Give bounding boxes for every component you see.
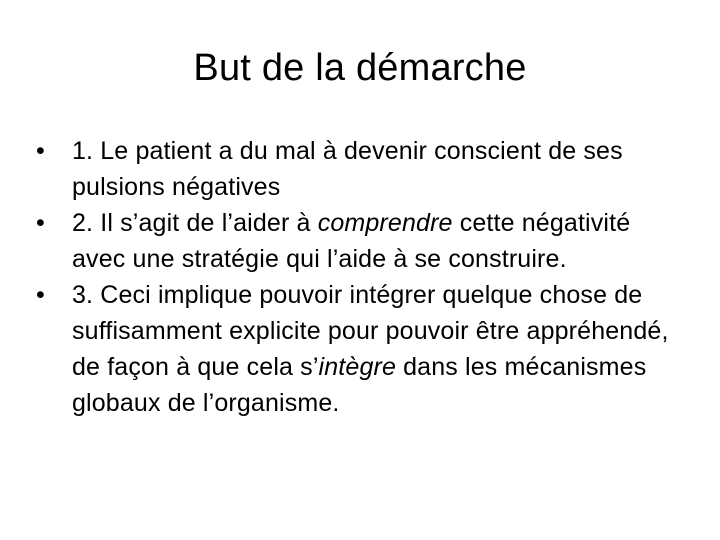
bullet-item bbox=[36, 133, 684, 205]
bullet-marker: • bbox=[36, 137, 45, 165]
slide-title: But de la démarche bbox=[193, 47, 527, 89]
bullet-text: dans les mécanismes globaux de l’organisme. bbox=[72, 353, 647, 417]
bullet-list bbox=[36, 133, 684, 421]
bullet-marker: • bbox=[36, 209, 45, 237]
bullet-text: 2. Il s’agit de l’aider à bbox=[72, 209, 318, 237]
bullet-emphasis-text: intègre bbox=[318, 353, 397, 381]
bullet-text: 1. Le patient a du mal à devenir conscient de ses pulsions négatives bbox=[72, 137, 623, 201]
bullet-text: 3. Ceci implique pouvoir intégrer quelque chose de suffisamment explicite pour pouvoir être appréhendé, de façon à que cela s’ bbox=[72, 281, 669, 381]
bullet-item bbox=[36, 277, 684, 421]
bullet-marker: • bbox=[36, 281, 45, 309]
bullet-text: cette négativité avec une stratégie qui l’aide à se construire. bbox=[72, 209, 631, 273]
bullet-emphasis-text: comprendre bbox=[317, 209, 453, 237]
bullet-item bbox=[36, 205, 684, 277]
